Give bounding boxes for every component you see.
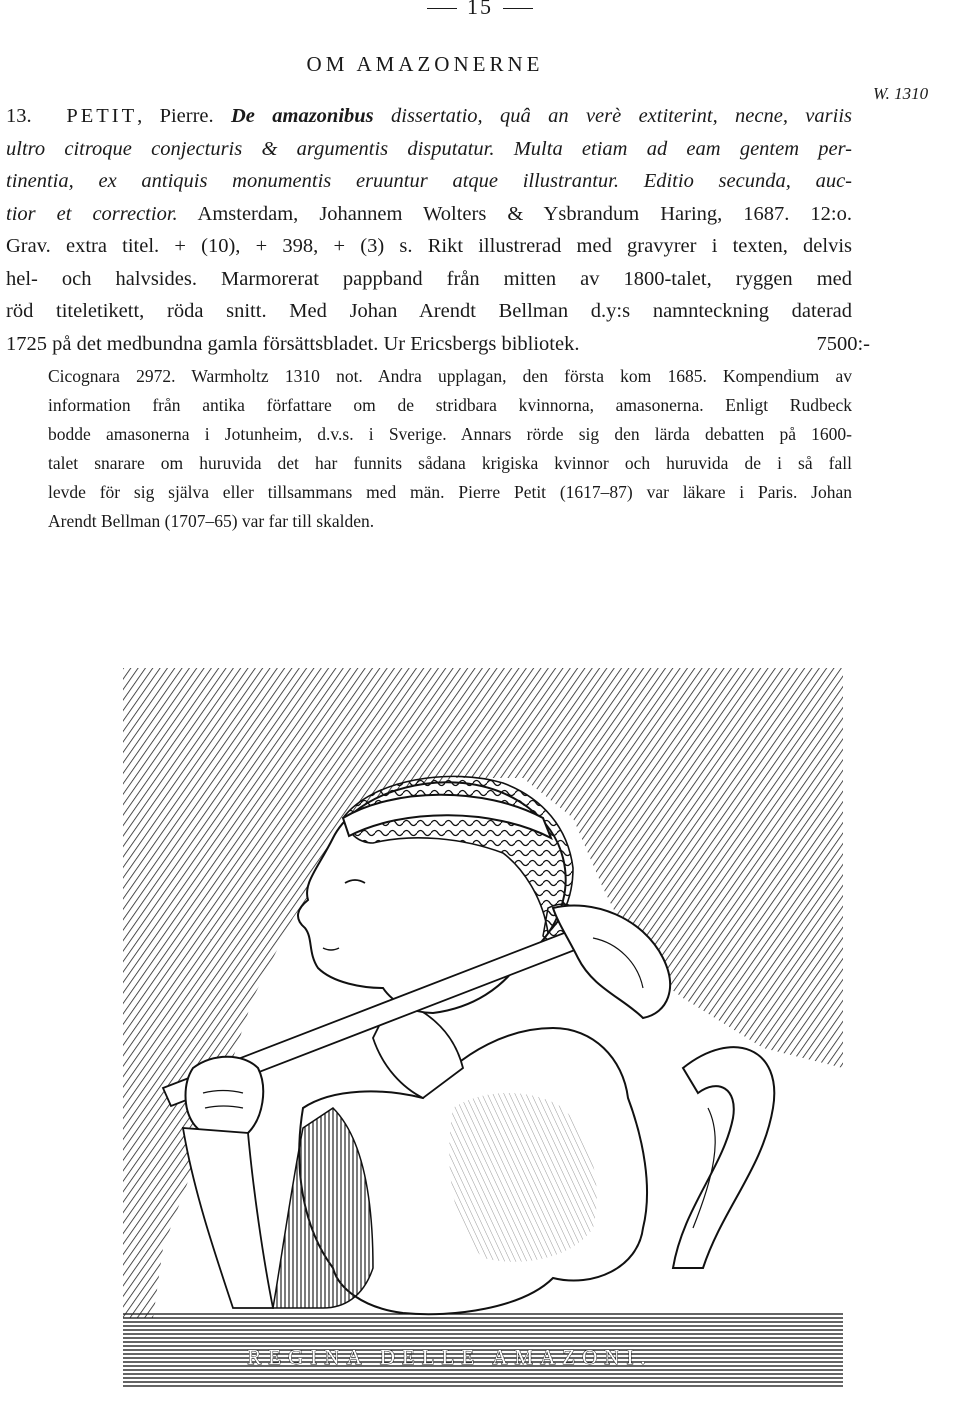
note-line-6: Arendt Bellman (1707–65) var far till skalden. <box>48 511 375 531</box>
entry-number: 13. <box>6 105 32 127</box>
note-line-5: levde för sig själva eller tillsammans med män. Pierre Petit (1617–87) var läkare i Paris. Johan <box>48 482 852 502</box>
note-line-2: information från antika författare om de stridbara kvinnorna, amasonerna. Enligt Rudbeck <box>48 395 852 415</box>
entry-line-1 <box>6 100 852 133</box>
note-line-1: Cicognara 2972. Warmholtz 1310 not. Andra upplagan, den första kom 1685. Kompendium av <box>48 366 852 386</box>
forearm <box>183 1128 273 1308</box>
entry-line-8 <box>6 328 870 361</box>
page-number-text: 15 <box>467 0 493 19</box>
engraving-caption: REGINA DELLE AMAZONI. <box>247 1345 653 1369</box>
section-title: OM AMAZONERNE <box>306 52 544 76</box>
entry-line-4 <box>6 198 852 231</box>
page-number-left-rule <box>427 8 457 9</box>
page-number <box>0 0 960 20</box>
hand <box>186 1057 264 1138</box>
entry-line-1-text: dissertatio, quâ an verè extiterint, necne, variis <box>373 105 853 127</box>
author-given-name: , Pierre. <box>137 105 214 127</box>
amazon-queen-engraving <box>123 668 843 1388</box>
entry-line-4-imprint: Amsterdam, Johannem Wolters & Ysbrandum Haring, 1687. 12:o. <box>177 202 852 225</box>
entry-line-3: tinentia, ex antiquis monumentis eruuntur atque illustrantur. Editio secunda, auc- <box>6 170 852 192</box>
entry-line-8-text: 1725 på det medbundna gamla försättsbladet. Ur Ericsbergs bibliotek. <box>6 332 580 355</box>
bibliographic-note <box>48 362 852 536</box>
ornament <box>673 1047 774 1268</box>
entry-line-5: Grav. extra titel. + (10), + 398, + (3) s. Rikt illustrerad med gravyrer i texten, delvis <box>6 235 852 257</box>
entry-line-7: röd titeletikett, röda snitt. Med Johan Arendt Bellman d.y:s namnteckning daterad <box>6 300 852 322</box>
page-number-right-rule <box>503 8 533 9</box>
entry-line-2: ultro citroque conjecturis & argumentis disputatur. Multa etiam ad eam gentem per- <box>6 137 852 160</box>
note-line-4: talet snarare om huruvida det har funnits sådana krigiska kvinnor och huruvida de i så fall <box>48 453 852 473</box>
book-title: De amazonibus <box>231 105 374 127</box>
note-line-3: bodde amasonerna i Jotunheim, d.v.s. i Sverige. Annars rörde sig den lärda debatten på 1600- <box>48 424 852 444</box>
price: 7500:- <box>816 332 870 355</box>
author-surname: PETIT <box>66 105 138 127</box>
entry-line-6: hel- och halvsides. Marmorerat pappband från mitten av 1800-talet, ryggen med <box>6 267 852 290</box>
entry-line-4-italic: tior et correctior. <box>6 202 178 225</box>
catalogue-entry <box>6 100 870 360</box>
margin-reference: W. 1310 <box>873 84 929 103</box>
